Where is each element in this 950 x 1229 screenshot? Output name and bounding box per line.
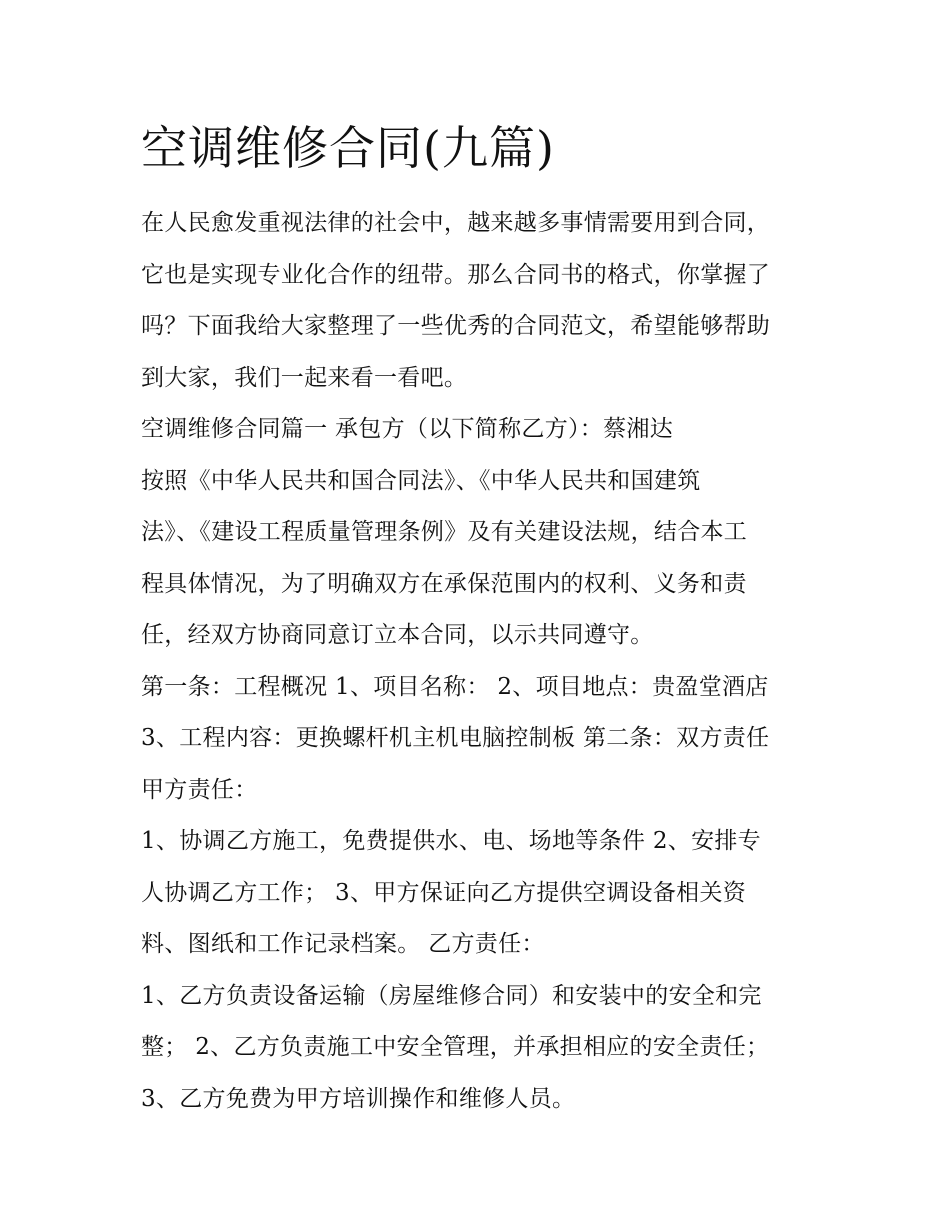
body-line: 甲方责任：: [141, 776, 258, 803]
body-line: 人协调乙方工作； 3、甲方保证向乙方提供空调设备相关资: [141, 879, 747, 906]
body-line: 3、乙方免费为甲方培训操作和维修人员。: [141, 1085, 576, 1112]
body-line: 在人民愈发重视法律的社会中，越来越多事情需要用到合同，: [141, 210, 771, 236]
document-body: [141, 198, 831, 1125]
document-title: 空调维修合同(九篇): [141, 121, 555, 175]
section-heading-line: 空调维修合同篇一 承包方（以下简称乙方）：蔡湘达: [141, 416, 674, 442]
body-line: 1、乙方负责设备运输（房屋维修合同）和安装中的安全和完: [141, 982, 762, 1009]
body-line: 到大家，我们一起来看一看吧。: [141, 364, 468, 391]
body-line: 吗？下面我给大家整理了一些优秀的合同范文，希望能够帮助: [141, 313, 771, 339]
body-line: 按照《中华人民共和国合同法》、《中华人民共和国建筑: [141, 467, 701, 494]
body-line: 法》、《建设工程质量管理条例》及有关建设法规，结合本工: [141, 519, 748, 545]
body-line: 第一条：工程概况 1、项目名称： 2、项目地点：贵盈堂酒店: [141, 673, 769, 700]
body-line: 3、工程内容：更换螺杆机主机电脑控制板 第二条：双方责任: [141, 725, 770, 751]
body-line: 1、协调乙方施工，免费提供水、电、场地等条件 2、安排专: [141, 828, 761, 854]
body-line: 程具体情况，为了明确双方在承保范围内的权利、义务和责: [141, 570, 747, 597]
body-line: 它也是实现专业化合作的纽带。那么合同书的格式，你掌握了: [141, 261, 771, 288]
body-line: 整； 2、乙方负责施工中安全管理，并承担相应的安全责任；: [141, 1034, 770, 1060]
body-line: 料、图纸和工作记录档案。 乙方责任：: [141, 931, 545, 957]
body-line: 任，经双方协商同意订立本合同，以示共同遵守。: [141, 622, 654, 648]
